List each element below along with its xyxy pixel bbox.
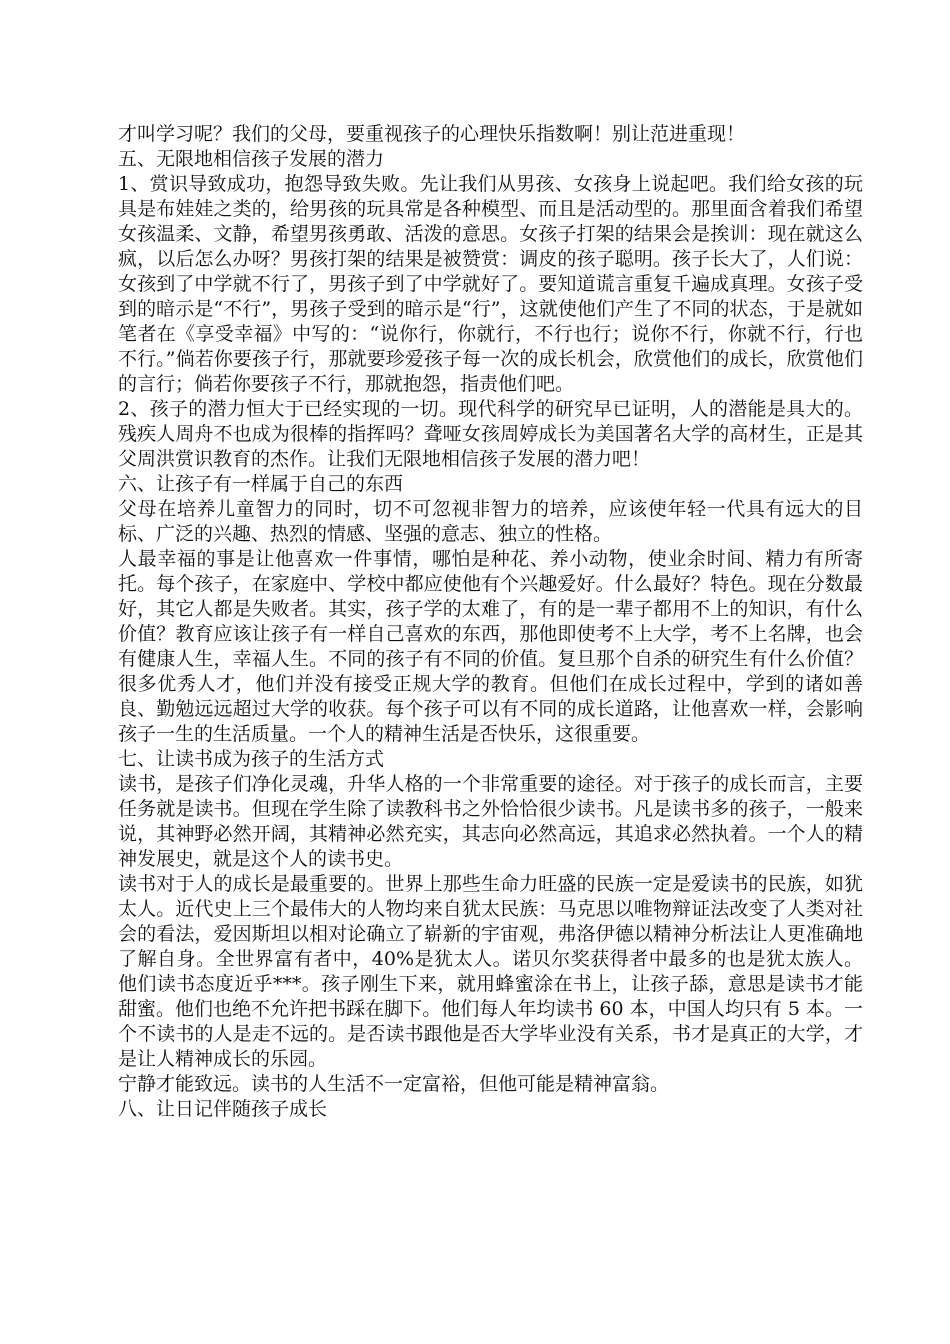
paragraph: 人最幸福的事是让他喜欢一件事情，哪怕是种花、养小动物，使业余时间、精力有所寄托。每个孩子，在家庭中、学校中都应使他有个兴趣爱好。什么最好？特色。现在分数最好，其它人都是失败者。其实，孩子学的太难了，有的是一辈子都用不上的知识，有什么价值？教育应该让孩子有一样自己喜欢的东西，那他即使考不上大学，考不上名牌，也会有健康人生，幸福人生。不同的孩子有不同的价值。复旦那个自杀的研究生有什么价值？很多优秀人才，他们并没有接受正规大学的教育。但他们在成长过程中，学到的诸如善良、勤勉远远超过大学的收获。每个孩子可以有不同的成长道路，让他喜欢一样，会影响孩子一生的生活质量。一个人的精神生活是否快乐，这很重要。 [118, 548, 863, 745]
section-heading-8: 八、让日记伴随孩子成长 [118, 1098, 328, 1120]
section-heading-5: 五、无限地相信孩子发展的潜力 [118, 148, 385, 170]
section-heading-7: 七、让读书成为孩子的生活方式 [118, 748, 385, 770]
paragraph: 宁静才能致远。读书的人生活不一定富裕，但他可能是精神富翁。 [118, 1073, 670, 1095]
paragraph: 读书，是孩子们净化灵魂，升华人格的一个非常重要的途径。对于孩子的成长而言，主要任务就是读书。但现在学生除了读教科书之外恰恰很少读书。凡是读书多的孩子，一般来说，其神野必然开阔，其精神必然充实，其志向必然高远，其追求必然执着。一个人的精神发展史，就是这个人的读书史。 [118, 773, 863, 870]
paragraph: 1、赏识导致成功，抱怨导致失败。先让我们从男孩、女孩身上说起吧。我们给女孩的玩具是布娃娃之类的，给男孩的玩具常是各种模型、而且是活动型的。那里面含着我们希望女孩温柔、文静，希望男孩勇敢、活泼的意思。女孩子打架的结果会是挨训：现在就这么疯，以后怎么办呀？男孩打架的结果是被赞赏：调皮的孩子聪明。孩子长大了，人们说：女孩到了中学就不行了，男孩子到了中学就好了。要知道谎言重复千遍成真理。女孩子受到的暗示是“不行”，男孩子受到的暗示是“行”，这就使他们产生了不同的状态，于是就如笔者在《享受幸福》中写的：“说你行，你就行，不行也行；说你不行，你就不行，行也不行。”倘若你要孩子行，那就要珍爱孩子每一次的成长机会，欣赏他们的成长，欣赏他们的言行；倘若你要孩子不行，那就抱怨，指责他们吧。 [118, 173, 863, 395]
document-body [118, 122, 863, 1122]
paragraph-intro-end: 才叫学习呢？我们的父母，要重视孩子的心理快乐指数啊！别让范进重现！ [118, 123, 746, 145]
paragraph: 读书对于人的成长是最重要的。世界上那些生命力旺盛的民族一定是爱读书的民族，如犹太人。近代史上三个最伟大的人物均来自犹太民族：马克思以唯物辩证法改变了人类对社会的看法，爱因斯坦以相对论确立了崭新的宇宙观，弗洛伊德以精神分析法让人更准确地了解自身。全世界富有者中，40%是犹太人。诺贝尔奖获得者中最多的也是犹太族人。他们读书态度近乎***。孩子刚生下来，就用蜂蜜涂在书上，让孩子舔，意思是读书才能甜蜜。他们也绝不允许把书踩在脚下。他们每人年均读书 60 本，中国人均只有 5 本。一个不读书的人是走不远的。是否读书跟他是否大学毕业没有关系，书才是真正的大学，才是让人精神成长的乐园。 [118, 873, 863, 1070]
section-heading-6: 六、让孩子有一样属于自己的东西 [118, 473, 404, 495]
paragraph: 父母在培养儿童智力的同时，切不可忽视非智力的培养，应该使年轻一代具有远大的目标、广泛的兴趣、热烈的情感、坚强的意志、独立的性格。 [118, 498, 863, 545]
paragraph: 2、孩子的潜力恒大于已经实现的一切。现代科学的研究早已证明，人的潜能是具大的。残疾人周舟不也成为很棒的指挥吗？聋哑女孩周婷成长为美国著名大学的高材生，正是其父周洪赏识教育的杰作。让我们无限地相信孩子发展的潜力吧！ [118, 398, 863, 470]
